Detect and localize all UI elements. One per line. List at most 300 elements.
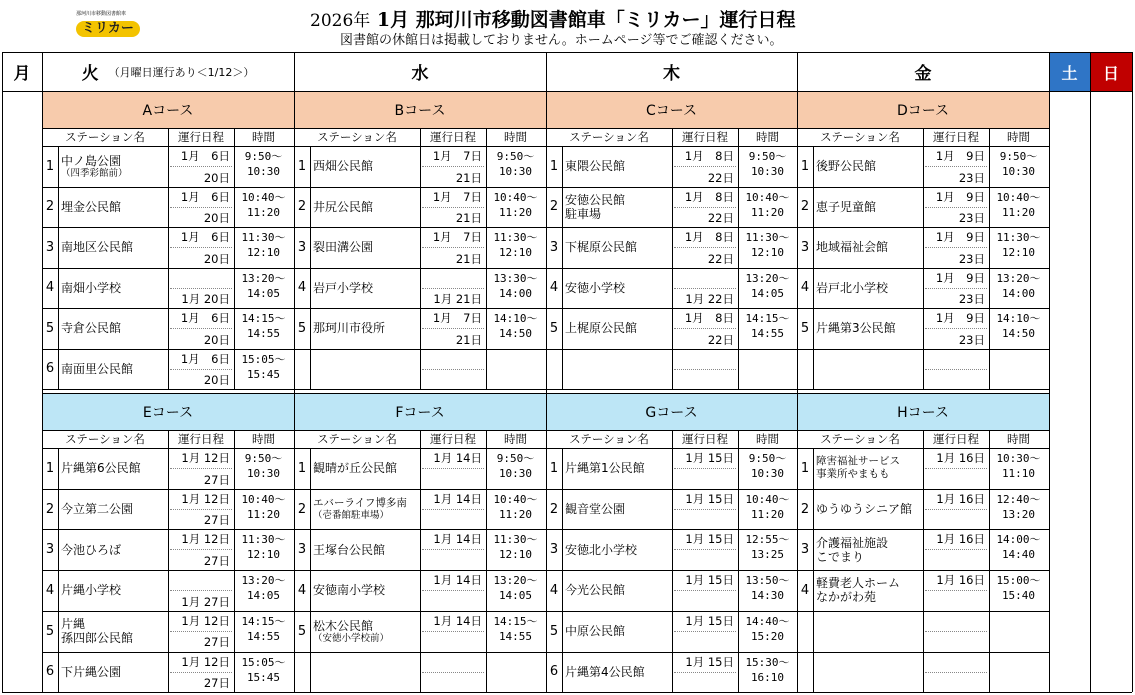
time-end: 14:00 [1001,286,1036,300]
schedule-date-2: 23日 [958,332,985,347]
col-line [672,448,673,692]
time-range [234,448,293,489]
row-number [546,308,562,349]
schedule-date-2: 1月 21日 [433,292,482,306]
time-range [234,570,293,611]
row-number [546,529,562,570]
lower-course-2 [546,393,797,430]
time-end: 11:20 [750,507,785,521]
day-header-tue [42,52,294,91]
time-start: 11:30～ [996,231,1041,244]
row-number [797,308,813,349]
header-line [797,448,1049,449]
station-name [58,611,168,652]
row-number-value: 2 [297,199,307,215]
station-name [58,146,168,187]
date-divider [170,509,232,510]
time-end: 10:30 [498,165,533,178]
time-start: 13:20～ [241,271,286,285]
station-name-text: 今池ひろば [61,542,122,557]
col-header-schedule [168,128,234,146]
time-end: 12:10 [246,548,281,562]
header-line [294,146,546,147]
time-range [989,268,1048,309]
time-range [738,308,797,349]
row-number-value: 3 [549,239,559,255]
date-divider [170,288,232,289]
row-number [294,652,310,693]
station-name-text: 観音堂公園 [565,502,626,517]
row-number-value: 2 [549,501,559,517]
course-label: Fコース [395,404,445,421]
schedule-date-2: 27日 [203,513,230,528]
schedule-date-1: 1月 12日 [181,613,230,628]
station-name [813,308,923,349]
col-header-time-label: 時間 [756,130,779,144]
day-header-tue-label: 火 [81,64,99,84]
row-number-value: 4 [549,280,559,296]
row-number-value: 1 [549,460,559,476]
time-start: 11:30～ [745,231,790,244]
date-divider [925,328,987,329]
schedule-date-2: 27日 [203,472,230,487]
station-name [310,268,420,309]
station-name [58,489,168,530]
station-name-text: 岩戸小学校 [313,280,374,295]
time-start: 10:30～ [996,452,1041,465]
col-line [486,448,487,692]
row-number [546,570,562,611]
time-end: 11:10 [1001,467,1036,480]
date-divider [674,672,736,673]
schedule-date-2: 1月 22日 [685,292,734,306]
date-divider [422,207,484,208]
schedule-date-1: 1月 15日 [685,573,734,588]
station-name [310,529,420,570]
station-name-text: 恵子児童館 [816,199,877,214]
upper-course-3 [797,91,1049,128]
row-number [294,308,310,349]
time-start: 14:15～ [745,312,790,325]
time-end: 14:50 [498,327,533,340]
col-header-time-label: 時間 [252,432,275,446]
station-name-text: 岩戸北小学校 [816,280,889,295]
time-range [989,146,1048,187]
station-name-text: 那珂川市役所 [313,321,386,336]
row-number-value: 2 [45,199,55,215]
col-header-schedule [923,128,989,146]
col-header-schedule-label: 運行日程 [933,432,979,446]
col-line [923,146,924,389]
station-name-line2: 孫四郎公民館 [61,631,134,646]
col-header-station [797,128,923,146]
station-name-text: 安徳南小学校 [313,583,386,598]
day-line [797,52,798,692]
time-start: 9:50～ [244,452,283,465]
day-line [294,52,295,692]
station-name [813,187,923,228]
date-divider [925,468,987,469]
station-name-text: 今立第二公園 [61,502,134,517]
col-header-station [294,128,420,146]
schedule-date-1: 1月 15日 [685,491,734,506]
schedule-date-1: 1月 7日 [432,189,482,204]
row-number-value: 2 [800,199,810,215]
date-divider [170,207,232,208]
schedule-date-1: 1月 12日 [181,654,230,669]
col-line [813,448,814,692]
time-end: 14:40 [1001,548,1036,562]
time-range [486,611,545,652]
col-header-schedule-label: 運行日程 [682,130,728,144]
time-range [234,611,293,652]
station-name-text: 片縄 [61,617,86,632]
row-number-value: 1 [45,460,55,476]
schedule-date-1: 1月 7日 [432,311,482,325]
date-divider [674,207,736,208]
time-range [989,652,1048,693]
station-name [562,268,672,309]
station-name-text: 地域福祉会館 [816,240,889,255]
time-end: 12:10 [498,548,533,562]
station-name-text: ゆうゆうシニア館 [816,502,913,517]
schedule-date-1: 1月 8日 [684,189,734,204]
col-header-station [546,430,672,448]
col-header-station [42,128,168,146]
row-number [797,529,813,570]
schedule-date-1: 1月 12日 [181,532,230,547]
row-number [42,529,58,570]
upper-course-1 [294,91,546,128]
station-name [310,652,420,693]
col-header-station-label: ステーション名 [820,130,900,144]
col-header-schedule [420,128,486,146]
col-line [923,448,924,692]
row-number [42,227,58,268]
date-divider [170,468,232,469]
time-range [486,570,545,611]
station-name-text: 片縄第4公民館 [565,664,645,679]
col-line [738,430,739,448]
col-header-time-label: 時間 [1007,130,1030,144]
schedule-date-1: 1月 14日 [433,451,482,465]
row-number [797,570,813,611]
time-range [738,570,797,611]
col-line [486,128,487,146]
date-divider [674,549,736,550]
row-number [294,529,310,570]
upper-course-2 [546,91,797,128]
row-number [42,349,58,390]
col-header-time-label: 時間 [1007,432,1030,446]
header-line [546,128,797,129]
time-range [486,227,545,268]
time-range [989,448,1048,489]
row-number-value: 3 [549,542,559,558]
time-end: 14:00 [498,286,533,300]
date-divider [674,166,736,167]
time-range [738,489,797,530]
block-line [42,393,294,394]
schedule-date-1: 1月 14日 [433,491,482,506]
col-line [738,128,739,146]
station-name [310,611,420,652]
row-number [546,489,562,530]
row-line [42,389,294,390]
station-name [562,308,672,349]
time-start: 14:10～ [493,312,538,325]
schedule-date-2: 20日 [203,251,230,266]
date-divider [925,631,987,632]
station-name-text: 中ノ島公園 [61,153,122,168]
date-divider [170,672,232,673]
station-name [562,611,672,652]
col-header-schedule [420,430,486,448]
col-header-time-label: 時間 [756,432,779,446]
row-number-value: 3 [45,239,55,255]
col-line [738,146,739,389]
time-end: 10:30 [750,467,785,480]
day-header-sun-label: 日 [1102,63,1119,83]
time-range [486,187,545,228]
time-end: 14:55 [246,327,281,340]
date-divider [925,549,987,550]
station-name-text: 片縄小学校 [61,583,122,598]
row-number-value: 6 [45,361,55,377]
header-line [797,146,1049,147]
row-number [546,349,562,390]
col-line [420,146,421,389]
col-header-schedule [672,430,738,448]
col-line [738,448,739,692]
station-name [58,448,168,489]
station-name-text: 後野公民館 [816,159,877,174]
station-name-text: 東隈公民館 [565,159,626,174]
station-name [562,652,672,693]
row-number [546,187,562,228]
time-range [486,308,545,349]
date-divider [422,590,484,591]
schedule-date-1: 1月 8日 [684,311,734,325]
time-end: 14:05 [246,589,281,603]
station-name [562,187,672,228]
station-name-text: 南畑小学校 [61,280,122,295]
time-end: 16:10 [750,670,785,684]
time-range [486,349,545,390]
col-header-station [42,430,168,448]
col-header-schedule-label: 運行日程 [430,432,476,446]
col-header-station [546,128,672,146]
station-name-text: 南地区公民館 [61,240,134,255]
row-number-value: 6 [45,664,55,680]
time-start: 11:30～ [241,231,286,244]
station-name-text: 上梶原公民館 [565,321,638,336]
schedule-date-1: 1月 6日 [180,189,230,204]
date-divider [422,166,484,167]
station-name-text: 片縄第6公民館 [61,461,141,476]
col-header-time [234,430,293,448]
station-name-text: 下梶原公民館 [565,240,638,255]
time-range [234,489,293,530]
col-header-schedule-label: 運行日程 [430,130,476,144]
station-name [310,308,420,349]
row-number [797,268,813,309]
schedule-date-2: 27日 [203,554,230,569]
schedule-date-1: 1月 14日 [433,573,482,588]
time-start: 10:40～ [745,190,790,204]
row-number [797,652,813,693]
station-name [58,652,168,693]
header-line [294,430,546,431]
station-name [310,448,420,489]
row-number-value: 4 [297,582,307,598]
date-divider [674,468,736,469]
time-range [738,611,797,652]
frame-left [2,52,3,692]
schedule-date-2: 22日 [707,251,734,266]
station-name [58,268,168,309]
station-name-text: 障害福祉サービス [816,455,900,468]
date-divider [422,631,484,632]
time-start: 11:30～ [493,231,538,244]
date-divider [422,509,484,510]
schedule-date-1: 1月 9日 [935,270,985,285]
schedule-date-1: 1月 6日 [180,230,230,244]
row-number [42,570,58,611]
time-start: 14:00～ [996,533,1041,547]
time-end: 15:45 [246,367,281,381]
time-start: 10:40～ [493,190,538,204]
col-line [672,430,673,448]
time-start: 10:40～ [493,492,538,506]
header-line [546,146,797,147]
date-divider [925,590,987,591]
time-start: 13:30～ [493,271,538,285]
row-number-value: 1 [800,158,810,174]
col-header-time [989,128,1048,146]
time-start: 14:40～ [745,614,790,628]
station-name-text: 松木公民館 [313,618,374,633]
course-label: Dコース [896,102,950,119]
page-subtitle: 図書館の休館日は掲載しておりません。ホームページ等でご確認ください。 [340,33,783,48]
date-divider [674,247,736,248]
station-name [58,227,168,268]
header-line [797,128,1049,129]
station-name-text: 軽費老人ホーム [816,576,901,591]
time-range [989,187,1048,228]
time-start: 14:15～ [241,312,286,325]
time-end: 14:50 [1001,327,1036,340]
row-number [294,570,310,611]
row-number [797,227,813,268]
row-number-value: 3 [297,542,307,558]
lower-course-0 [42,393,294,430]
station-name [562,146,672,187]
frame-top [2,52,1132,53]
lower-course-1 [294,393,546,430]
schedule-date-1: 1月 7日 [432,230,482,244]
day-header-tue-note: （月曜日運行あり＜1/12＞） [108,65,255,79]
day-header-fri-label: 金 [914,64,932,84]
time-start: 15:30～ [745,655,790,669]
schedule-date-1: 1月 9日 [935,149,985,163]
time-start: 13:20～ [241,574,286,588]
col-header-schedule-label: 運行日程 [178,130,224,144]
row-number-value: 4 [800,582,810,598]
col-header-time-label: 時間 [504,130,527,144]
schedule-date-1: 1月 15日 [685,613,734,628]
title-text: 那珂川市移動図書館車「ミリカー」運行日程 [415,9,796,31]
time-start: 13:50～ [745,574,790,588]
time-range [486,268,545,309]
time-range [234,529,293,570]
course-label: Hコース [897,404,949,421]
time-range [234,349,293,390]
time-end: 11:20 [1001,205,1036,219]
station-name-text: 埋金公民館 [61,199,122,214]
station-name-line2: 駐車場 [565,206,602,221]
date-divider [674,369,736,370]
schedule-date-2: 1月 27日 [181,594,230,609]
title-year: 2026年 [310,11,371,31]
row-number [546,146,562,187]
time-range [234,227,293,268]
col-header-station-label: ステーション名 [569,432,649,446]
time-end: 12:10 [1001,246,1036,259]
schedule-date-1: 1月 15日 [685,451,734,465]
time-start: 11:30～ [493,533,538,547]
col-line [168,448,169,692]
row-number [546,611,562,652]
col-line [310,146,311,389]
row-number-value: 2 [800,501,810,517]
frame-bottom [2,692,1132,693]
row-number-value: 3 [800,239,810,255]
station-name [813,611,923,652]
station-name [813,146,923,187]
schedule-date-2: 1月 20日 [181,292,230,306]
row-number-value: 5 [45,623,55,639]
schedule-date-1: 1月 16日 [936,573,985,588]
schedule-date-2: 20日 [203,211,230,225]
schedule-date-2: 27日 [203,635,230,650]
row-number-value: 2 [297,501,307,517]
station-name-text: 介護福祉施設 [816,535,889,550]
col-line [562,448,563,692]
time-range [234,187,293,228]
time-range [738,529,797,570]
station-name [813,268,923,309]
col-line [672,146,673,389]
col-line [234,448,235,692]
day-header-thu [546,52,797,91]
schedule-date-2: 27日 [203,676,230,691]
weekend-line [1090,52,1091,692]
col-header-time [486,430,545,448]
schedule-date-2: 21日 [455,211,482,225]
time-start: 11:30～ [241,533,286,547]
row-number-value: 1 [45,158,55,174]
station-name [562,570,672,611]
header-line [797,430,1049,431]
schedule-date-2: 23日 [958,292,985,306]
day-header-sun [1090,53,1132,91]
col-line [486,430,487,448]
row-number [42,268,58,309]
schedule-date-2: 21日 [455,332,482,347]
time-range [234,268,293,309]
row-number-value: 4 [297,280,307,296]
